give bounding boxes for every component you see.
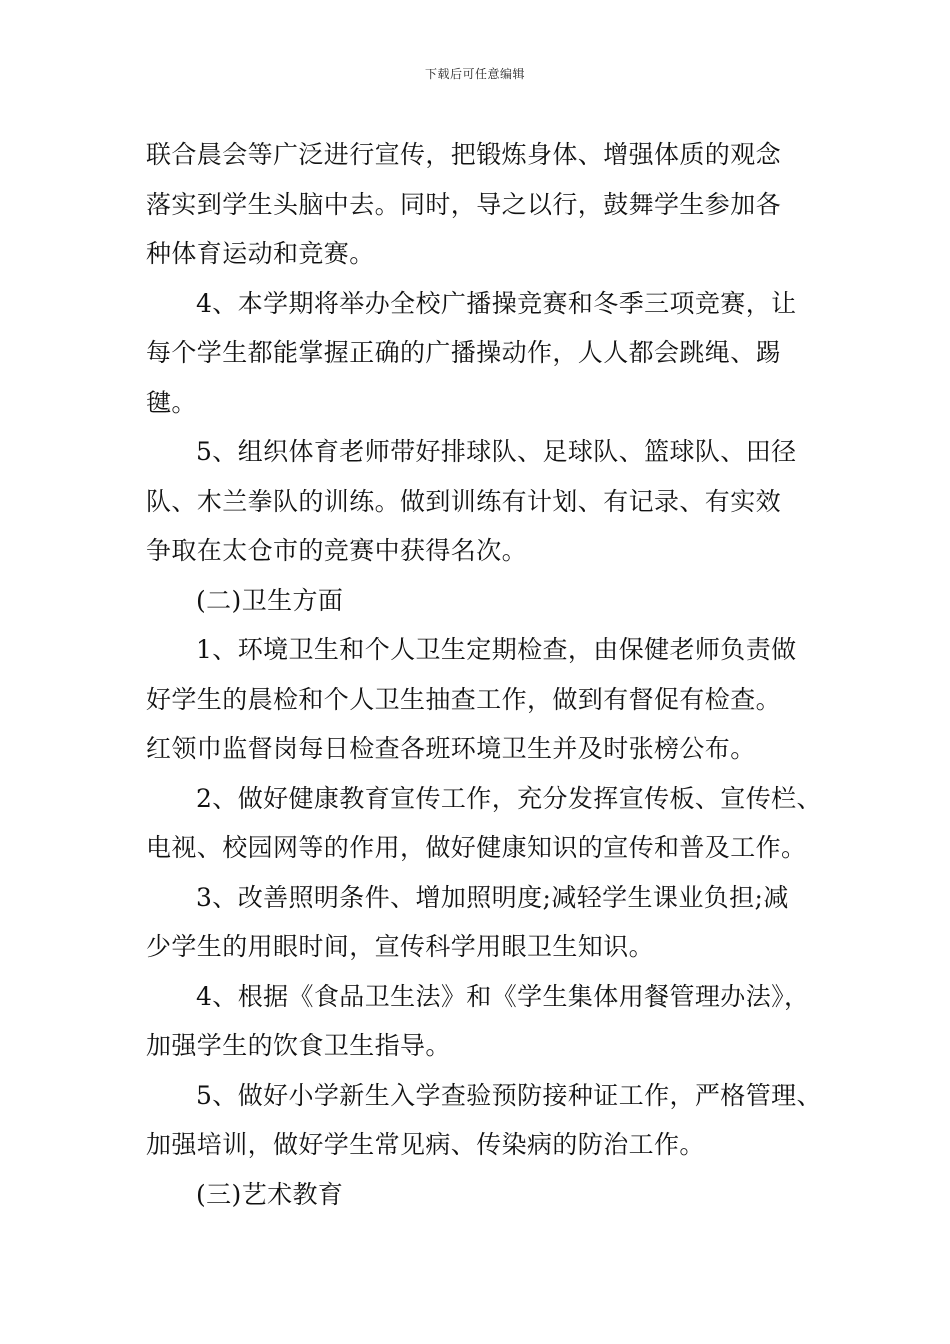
text-line: 队、木兰拳队的训练。做到训练有计划、有记录、有实效 — [146, 486, 782, 516]
text-line: 少学生的用眼时间，宣传科学用眼卫生知识。 — [146, 932, 655, 961]
paragraph-start-line: 1、环境卫生和个人卫生定期检查，由保健老师负责做 — [196, 635, 797, 664]
paragraph-start-line: 5、组织体育老师带好排球队、足球队、篮球队、田径 — [196, 437, 797, 466]
text-line: 电视、校园网等的作用，做好健康知识的宣传和普及工作。 — [146, 833, 807, 862]
paragraph-start-line: 2、做好健康教育宣传工作，充分发挥宣传板、宣传栏、 — [196, 783, 822, 813]
section-heading: (二)卫生方面 — [196, 585, 344, 615]
paragraph-start-line: 3、改善照明条件、增加照明度;减轻学生课业负担;减 — [196, 882, 789, 912]
body-text — [146, 130, 822, 1219]
paragraph-start-line: 4、本学期将举办全校广播操竞赛和冬季三项竞赛，让 — [196, 288, 797, 318]
section-heading: (三)艺术教育 — [196, 1179, 344, 1209]
text-line: 种体育运动和竞赛。 — [146, 239, 375, 268]
page-header-note: 下载后可任意编辑 — [424, 67, 525, 81]
text-line: 好学生的晨检和个人卫生抽查工作，做到有督促有检查。 — [146, 684, 782, 714]
text-line: 每个学生都能掌握正确的广播操动作，人人都会跳绳、踢 — [146, 338, 782, 367]
text-line: 红领巾监督岗每日检查各班环境卫生并及时张榜公布。 — [146, 734, 756, 763]
paragraph-start-line: 4、根据《食品卫生法》和《学生集体用餐管理办法》， — [196, 981, 810, 1011]
text-line: 加强学生的饮食卫生指导。 — [146, 1031, 451, 1060]
text-line: 落实到学生头脑中去。同时，导之以行，鼓舞学生参加各 — [146, 189, 782, 219]
paragraph-start-line: 5、做好小学新生入学查验预防接种证工作，严格管理、 — [196, 1080, 822, 1110]
text-line: 争取在太仓市的竞赛中获得名次。 — [146, 536, 528, 565]
text-line: 加强培训，做好学生常见病、传染病的防治工作。 — [146, 1130, 705, 1159]
text-line: 联合晨会等广泛进行宣传，把锻炼身体、增强体质的观念 — [146, 140, 782, 169]
text-line: 毽。 — [146, 387, 197, 417]
